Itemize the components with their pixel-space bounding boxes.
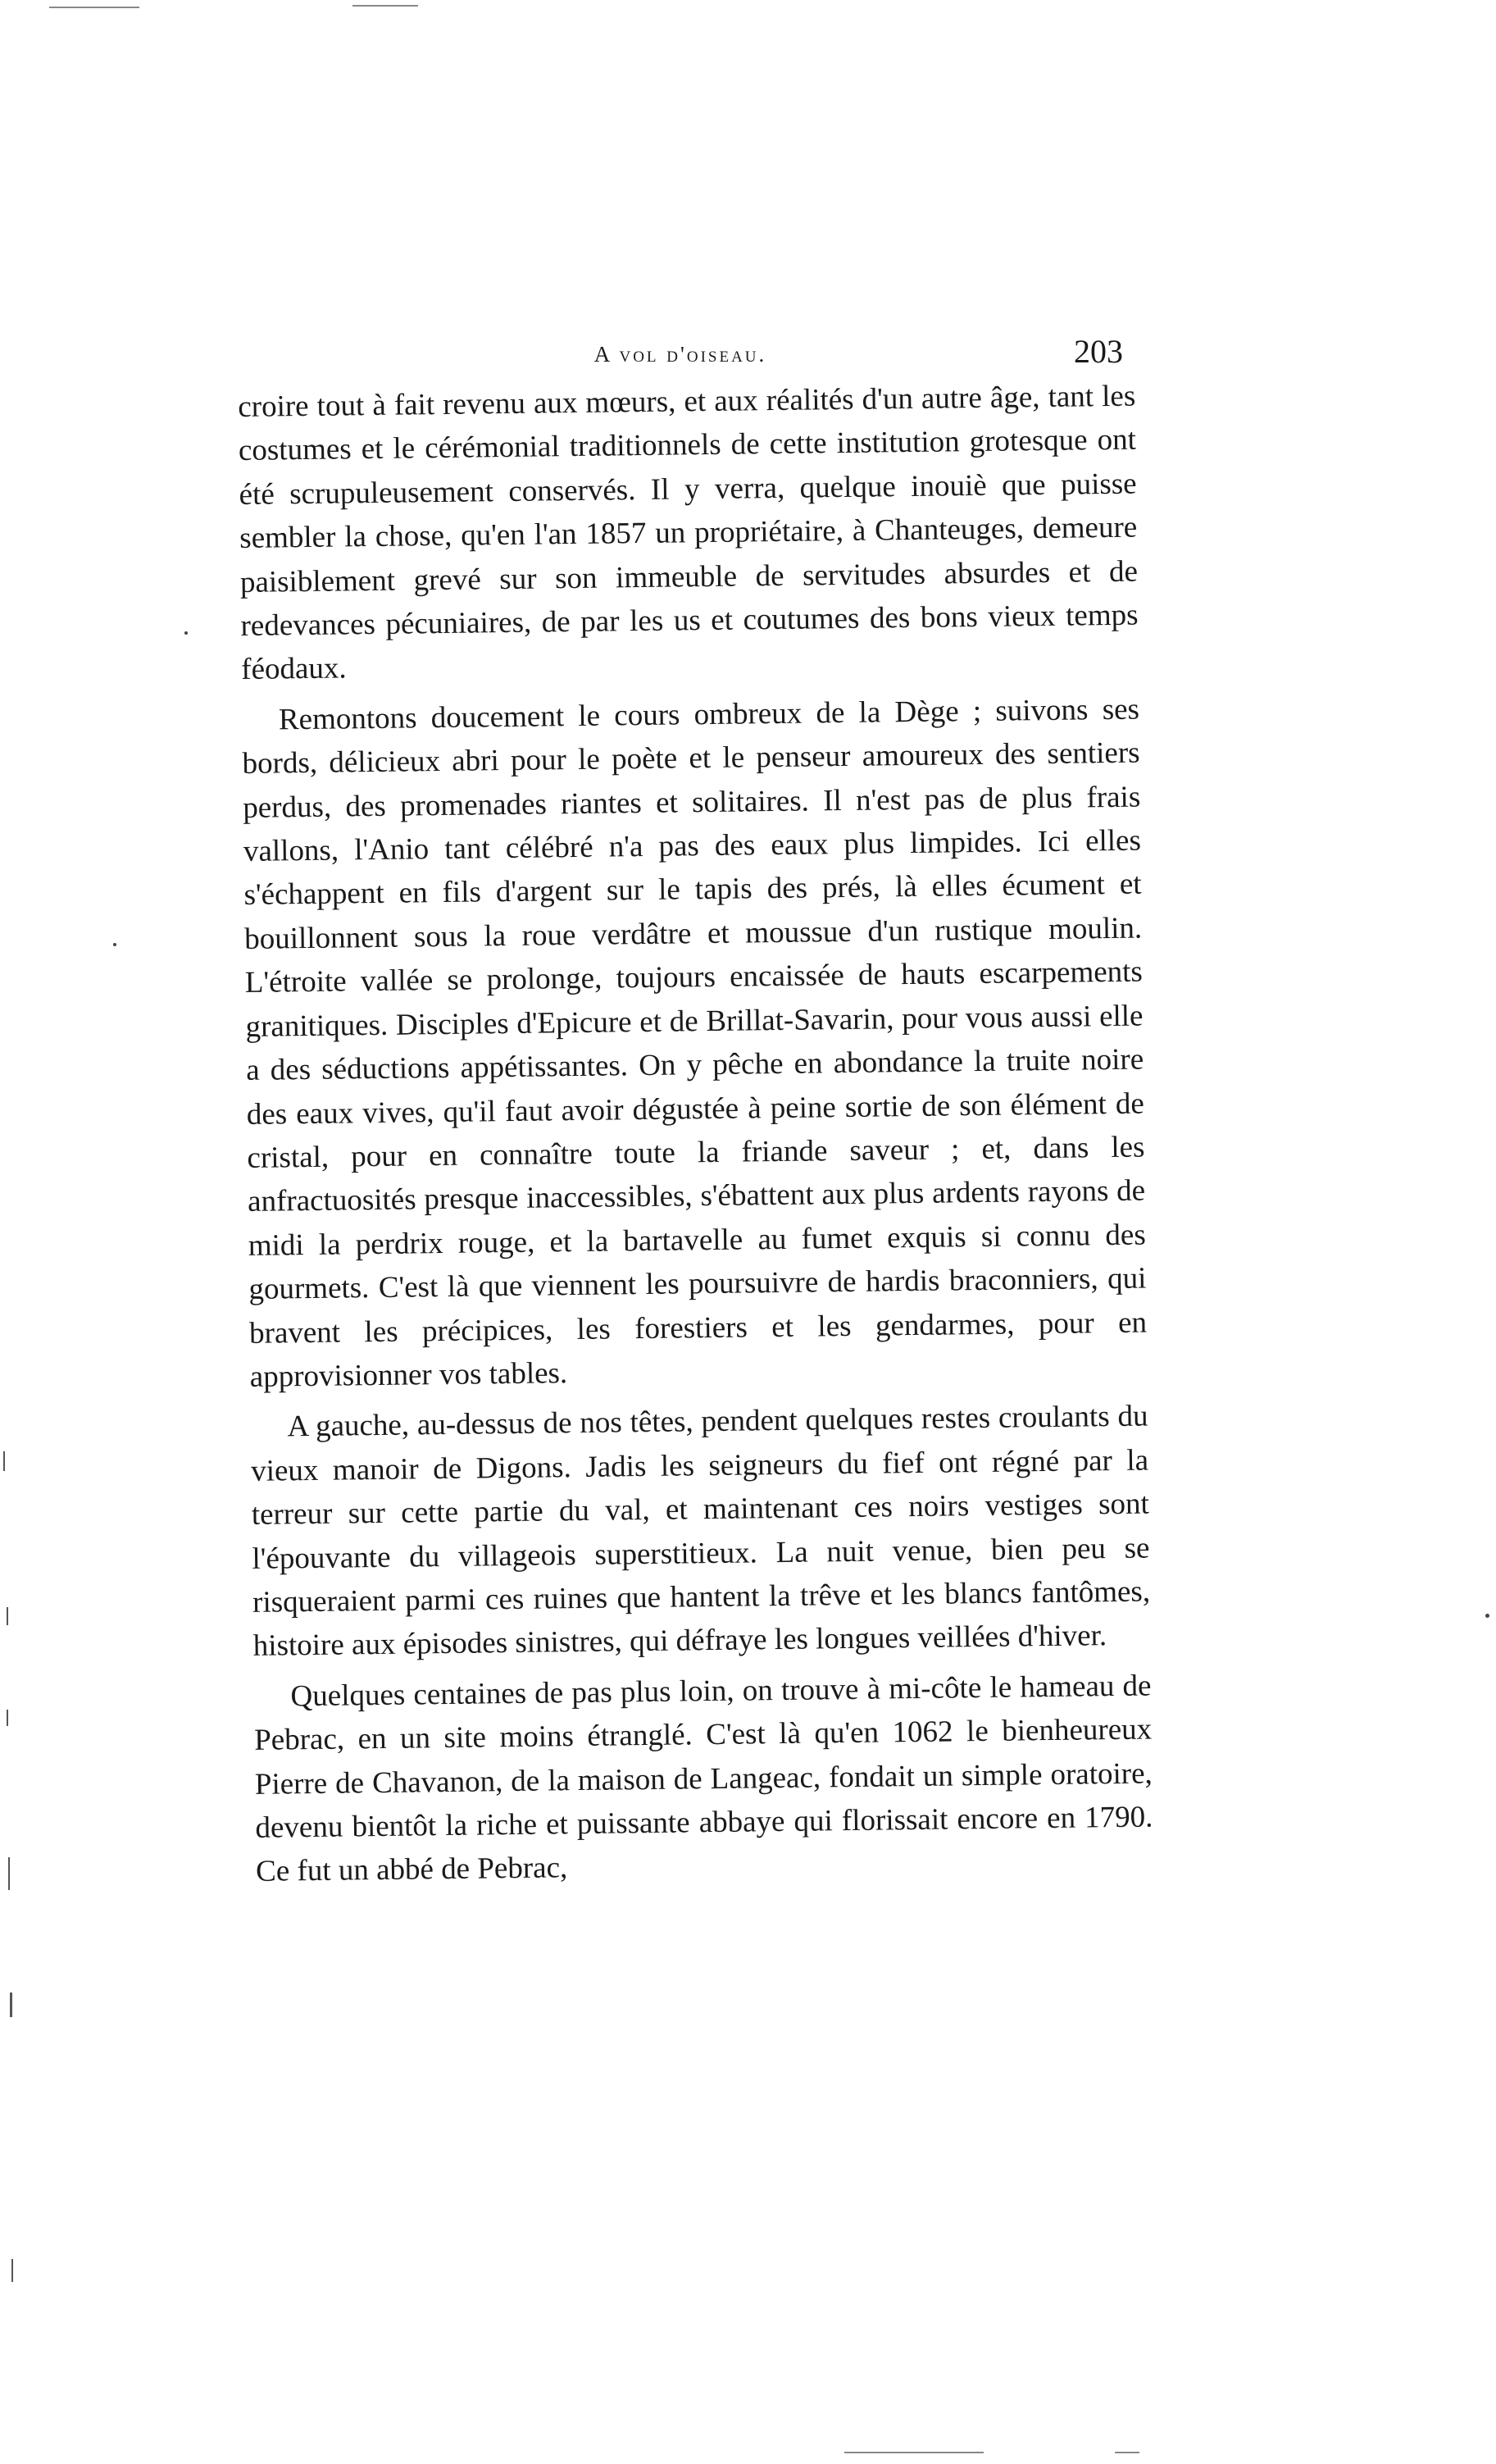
scan-mark-left-3 bbox=[7, 1710, 8, 1726]
scan-edge-bottom-right bbox=[1115, 2452, 1139, 2453]
scan-mark-left-2 bbox=[7, 1607, 8, 1625]
scan-edge-bottom-center bbox=[844, 2452, 984, 2453]
scan-mark-left-1 bbox=[3, 1451, 5, 1471]
scan-edge-top-left bbox=[49, 7, 139, 8]
running-title: A vol d'oiseau. bbox=[593, 342, 767, 367]
scan-dot-left bbox=[184, 631, 188, 635]
page-number: 203 bbox=[1074, 333, 1123, 370]
paragraph-2: Remontons doucement le cours ombreux de la Dège ; suivons ses bords, délicieux abri pour le poète et le penseur amoureux des sentiers perdus, des promenades riantes et solitaires. Il n'est pas de plus frais vallons, l'Anio tant célébré n'a pas des eaux plus limpides. Ici elles s'échappent en fils d'argent sur le tapis des prés, là elles écument et bouillonnent sous la roue verdâtre et moussue d'un rustique moulin. L'étroite vallée se prolonge, toujours encaissée de hauts escarpements granitiques. Disciples d'Epicure et de Brillat-Savarin, pour vous aussi elle a des séductions appétissantes. On y pêche en abondance la truite noire des eaux vives, qu'il faut avoir dégustée à peine sortie de son élément de cristal, pour en connaître toute la friande saveur ; et, dans les anfractuosités presque inaccessibles, s'ébattent aux plus ardents rayons de midi la perdrix rouge, et la bartavelle au fumet exquis si connu des gourmets. C'est là que viennent les poursuivre de hardis braconniers, qui bravent les précipices, les forestiers et les gendarmes, pour en approvisionner vos tables. bbox=[242, 692, 1148, 1394]
scan-dot-right bbox=[1485, 1614, 1489, 1618]
scan-edge-top-center bbox=[352, 5, 418, 7]
paragraph-4: Quelques centaines de pas plus loin, on trouve à mi-côte le hameau de Pebrac, en un site moins étranglé. C'est là qu'en 1062 le bienheureux Pierre de Chavanon, de la maison de Langeac, fondait un simple oratoire, devenu bientôt la riche et puissante abbaye qui florissait encore en 1790. Ce fut un abbé de Pebrac, bbox=[253, 1669, 1153, 1889]
scan-mark-left-6 bbox=[11, 2259, 13, 2282]
scan-dot-left-2 bbox=[113, 943, 116, 946]
scan-mark-left-4 bbox=[8, 1857, 10, 1890]
body-text bbox=[238, 375, 1153, 1894]
scan-mark-left-5 bbox=[10, 1993, 12, 2017]
paragraph-1: croire tout à fait revenu aux mœurs, et aux réalités d'un autre âge, tant les costumes et le cérémonial traditionnels de cette institution grotesque ont été scrupuleusement conservés. Il y verra, quelque inouiè que puisse sembler la chose, qu'en l'an 1857 un propriétaire, à Chanteuges, demeure paisiblement grevé sur son immeuble de servitudes absurdes et de redevances pécuniaires, de par les us et coutumes des bons vieux temps féodaux. bbox=[238, 379, 1139, 687]
paragraph-3: A gauche, au-dessus de nos têtes, pendent quelques restes croulants du vieux manoir de Digons. Jadis les seigneurs du fief ont régné par la terreur sur cette partie du val, et maintenant ces noirs vestiges sont l'épouvante du villageois superstitieux. La nuit venue, bien peu se risqueraient parmi ces ruines que hantent la trêve et les blancs fantômes, histoire aux épisodes sinistres, qui défraye les longues veillées d'hiver. bbox=[250, 1399, 1151, 1664]
running-head bbox=[238, 332, 1123, 373]
